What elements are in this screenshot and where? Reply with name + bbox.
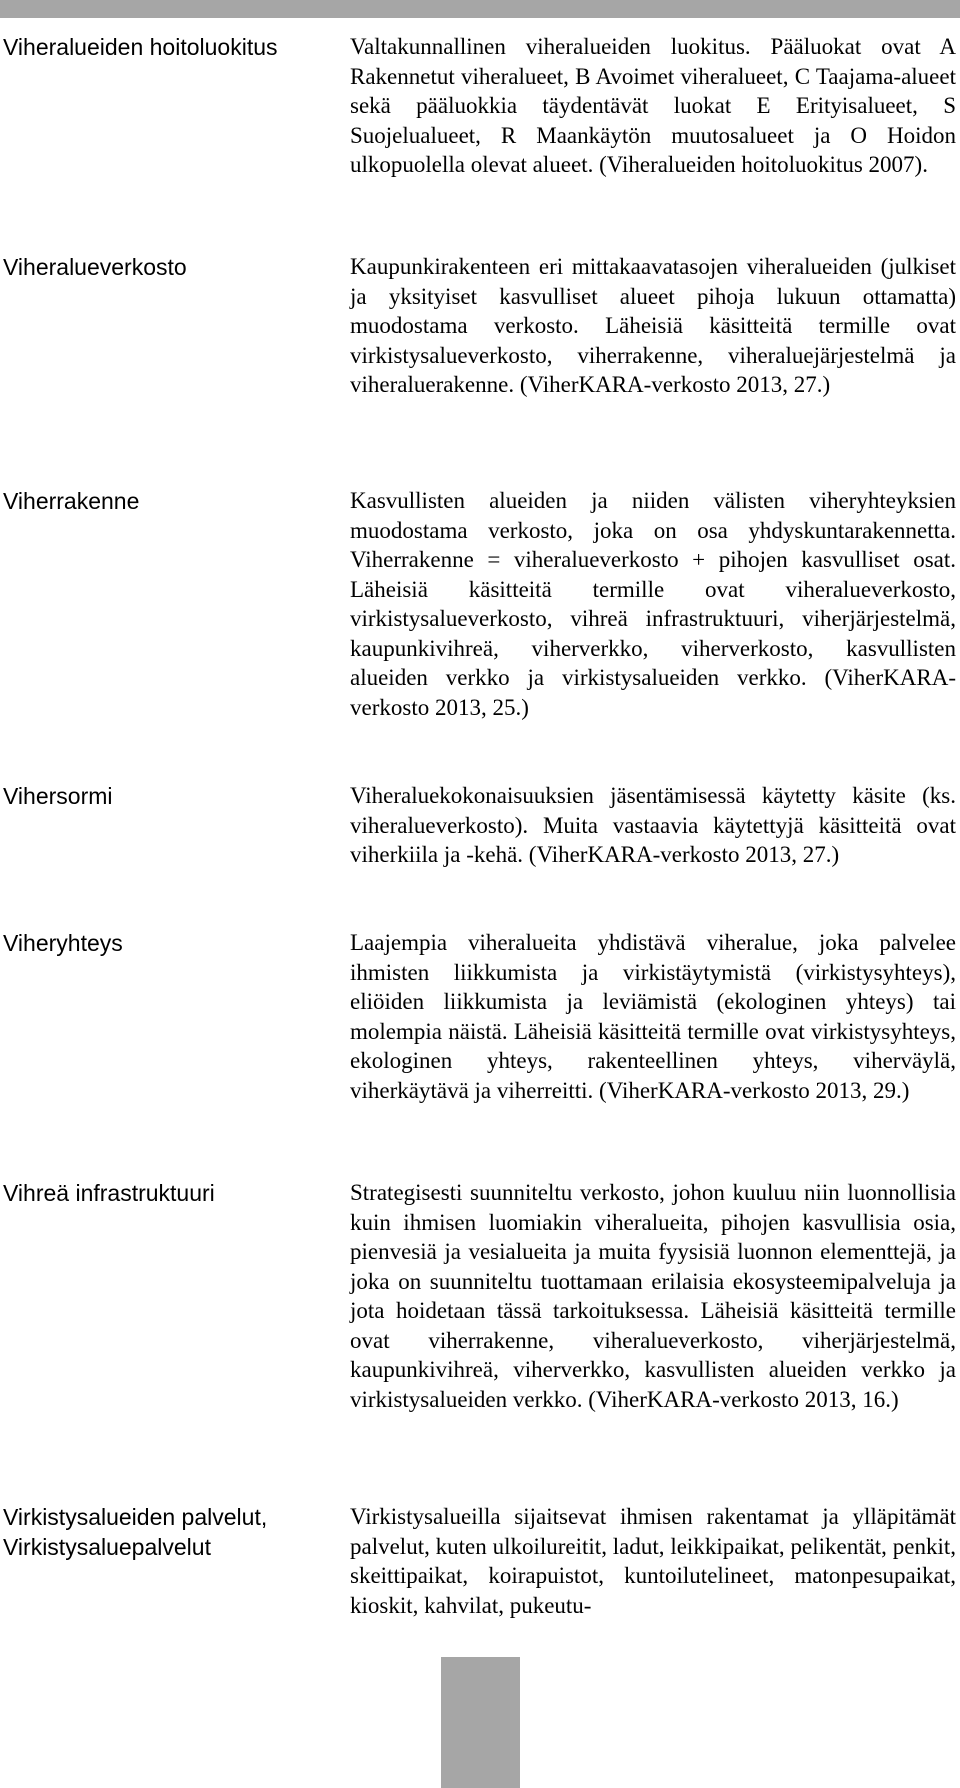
- glossary-entry: [0, 1498, 960, 1618]
- glossary-definition: Kasvullisten alueiden ja niiden välisten viheryhteyksien muodostama verkosto, joka on osa yhdyskuntarakennetta. Viherrakenne = viheralueverkosto + pihojen kasvulliset osat. Läheisiä käsitteitä termille ovat viheralueverkosto, virkistysalueverkosto, vihreä infrastruktuuri, viherjärjestelmä, kaupunkivihreä, viherverkko, viherverkosto, kasvullisten alueiden verkko ja virkistysalueiden verkko. (ViherKARA-verkosto 2013, 25.): [350, 488, 956, 720]
- glossary-term: Vihersormi: [3, 783, 113, 809]
- glossary-term: Viheralueiden hoitoluokitus: [3, 34, 278, 60]
- glossary-entry: [0, 777, 960, 924]
- glossary-definition: Valtakunnallinen viheralueiden luokitus. Pääluokat ovat A Rakennetut viheralueet, B Avoimet viheralueet, C Taajama-alueet sekä pääluokkia täydentävät luokat E Erityisalueet, S Suojelualueet, R Maankäytön muutosalueet ja O Hoidon ulkopuolella olevat alueet. (Viheralueiden hoitoluokitus 2007).: [350, 34, 956, 177]
- glossary-entry: [0, 924, 960, 1174]
- page-number-tab: [441, 1657, 520, 1788]
- glossary-entry: [0, 28, 960, 248]
- top-header-bar: [0, 0, 960, 18]
- glossary-list: [0, 28, 960, 1618]
- glossary-entry: [0, 248, 960, 482]
- glossary-definition: Kaupunkirakenteen eri mittakaavatasojen viheralueiden (julkiset ja yksityiset kasvulliset alueet pihoja lukuun ottamatta) muodostama verkosto. Läheisiä käsitteitä termille ovat virkistysalueverkosto, viherrakenne, viheraluejärjestelmä ja viheraluerakenne. (ViherKARA-verkosto 2013, 27.): [350, 254, 956, 397]
- glossary-entry: [0, 1174, 960, 1498]
- glossary-definition: Laajempia viheralueita yhdistävä viheralue, joka palvelee ihmisten liikkumista ja virkistäytymistä (virkistysyhteys), eliöiden liikkumista ja leviämistä (ekologinen yhteys) tai molempia näistä. Läheisiä käsitteitä termille ovat virkistysyhteys, ekologinen yhteys, rakenteellinen yhteys, viherväylä, viherkäytävä ja viherreitti. (ViherKARA-verkosto 2013, 29.): [350, 930, 956, 1103]
- glossary-term: Vihreä infrastruktuuri: [3, 1180, 215, 1206]
- glossary-term: Viheryhteys: [3, 930, 123, 956]
- glossary-term: Viheralueverkosto: [3, 254, 187, 280]
- glossary-entry: [0, 482, 960, 777]
- glossary-definition: Virkistysalueilla sijaitsevat ihmisen rakentamat ja ylläpitämät palvelut, kuten ulkoilureitit, ladut, leikkipaikat, pelikentät, penkit, skeittipaikat, koirapuistot, kuntoilutelineet, matonpesupaikat, kioskit, kahvilat, pukeutu-: [350, 1504, 956, 1618]
- glossary-definition: Strategisesti suunniteltu verkosto, johon kuuluu niin luonnollisia kuin ihmisen luomiakin viheralueita, pihojen kasvullisia osia, pienvesiä ja vesialueita ja muita fyysisiä luonnon elementtejä, ja joka on suunniteltu tuottamaan erilaisia ekosysteemipalveluja ja jota hoidetaan tässä tarkoituksessa. Läheisiä käsitteitä termille ovat viherrakenne, viheralueverkosto, viherjärjestelmä, kaupunkivihreä, viherverkko, kasvullisten alueiden verkko ja virkistysalueiden verkko. (ViherKARA-verkosto 2013, 16.): [350, 1180, 956, 1412]
- glossary-term: Virkistysalueiden palvelut, Virkistysaluepalvelut: [3, 1504, 268, 1560]
- glossary-definition: Viheraluekokonaisuuksien jäsentämisessä käytetty käsite (ks. viheralueverkosto). Muita vastaavia käytettyjä käsitteitä ovat viherkiila ja -kehä. (ViherKARA-verkosto 2013, 27.): [350, 783, 956, 867]
- glossary-term: Viherrakenne: [3, 488, 140, 514]
